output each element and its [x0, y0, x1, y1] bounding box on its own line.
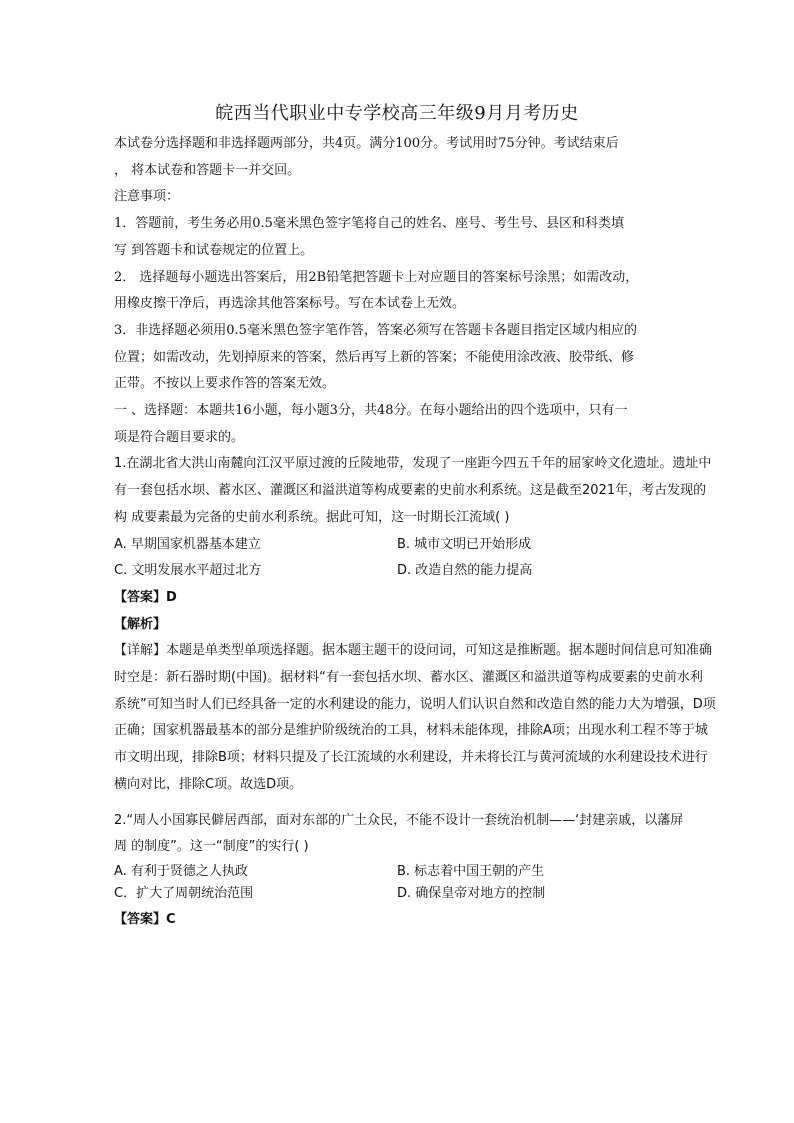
- spacer: [114, 799, 682, 808]
- analysis-line: 横向对比，排除C项。故选D项。: [114, 776, 303, 792]
- instruction-line: 本试卷分选择题和非选择题两部分，共4页。满分100分。考试用时75分钟。考试结束后: [114, 136, 619, 151]
- question-stem-line: 周 的制度”。这一“制度”的实行( ): [114, 839, 309, 855]
- option-row: [114, 532, 682, 559]
- analysis-line: 系统”可知当时人们已经具备一定的水利建设的能力，说明人们认识自然和改造自然的能力大为增强，D项: [114, 696, 716, 712]
- instruction-line: 用橡皮擦干净后，再选涂其他答案标号。写在本试卷上无效。: [114, 296, 466, 312]
- analysis-label: 【解析】: [114, 616, 167, 632]
- question-stem-line: 有一套包括水坝、蓄水区、灌溉区和溢洪道等构成要素的史前水利系统。这是截至2021年，考古发现的: [114, 483, 707, 499]
- document-body: [114, 131, 716, 935]
- option-c: C．扩大了周朝统治范围: [114, 885, 254, 901]
- question-1: [114, 451, 716, 798]
- option-row: [114, 861, 682, 883]
- instruction-line: 3．非选择题必须用0.5毫米黑色签字笔作答，答案必须写在答题卡各题目指定区域内相应的: [114, 322, 637, 338]
- page-title: 皖西当代职业中专学校高三年级9月月考历史: [215, 103, 579, 124]
- exam-instructions: [114, 131, 682, 451]
- option-row: [114, 558, 682, 585]
- instruction-line: 项是符合题目要求的。: [114, 429, 245, 445]
- question-2: [114, 808, 682, 935]
- option-b: B. 城市文明已开始形成: [397, 536, 532, 552]
- option-d: D. 确保皇帝对地方的控制: [397, 885, 546, 901]
- instruction-line: 正带。不按以上要求作答的答案无效。: [114, 376, 336, 392]
- option-c: C. 文明发展水平超过北方: [114, 563, 262, 579]
- instruction-line: 一 、选择题：本题共16小题，每小题3分，共48分。在每小题给出的四个选项中，只有一: [114, 403, 628, 419]
- instruction-line: ， 将本试卷和答题卡一并交回。: [114, 162, 301, 178]
- analysis-line: 【详解】本题是单类型单项选择题。据本题主题干的设问词，可知这是推断题。据本题时间信息可知准确: [114, 643, 713, 659]
- instruction-line: 2． 选择题每小题选出答案后，用2B铅笔把答题卡上对应题目的答案标号涂黑；如需改动，: [114, 269, 639, 285]
- answer-label: 【答案】C: [114, 911, 176, 927]
- analysis-line: 正确；国家机器最基本的部分是维护阶级统治的工具，材料未能体现，排除A项；出现水利工程不等于城: [114, 723, 708, 739]
- question-stem-line: 构 成要素最为完备的史前水利系统。据此可知，这一时期长江流域( ): [114, 509, 510, 525]
- option-d: D. 改造自然的能力提高: [397, 563, 533, 579]
- instruction-line: 写 到答题卡和试卷规定的位置上。: [114, 242, 314, 258]
- option-row: [114, 883, 682, 905]
- analysis-line: 时空是：新石器时期(中国)。据材料“有一套包括水坝、蓄水区、灌溉区和溢洪道等构成要素的史前水利: [114, 670, 703, 686]
- question-stem-line: 1.在湖北省大洪山南麓向江汉平原过渡的丘陵地带，发现了一座距今四五千年的屈家岭文化遗址。遗址中: [114, 456, 712, 472]
- option-b: B. 标志着中国王朝的产生: [397, 863, 545, 879]
- instruction-line: 1．答题前，考生务必用0.5毫米黑色签字笔将自己的姓名、座号、考生号、县区和科类填: [114, 216, 624, 232]
- question-stem-line: 2.“周人小国寡民僻居西部，面对东部的广土众民，不能不设计一套统治机制——‘封建亲戚，以藩屏: [114, 812, 684, 828]
- instruction-line: 注意事项：: [114, 189, 180, 205]
- option-a: A. 早期国家机器基本建立: [114, 536, 261, 552]
- option-a: A. 有利于贤德之人执政: [114, 863, 248, 879]
- analysis-line: 市文明出现，排除B项；材料只提及了长江流域的水利建设，并未将长江与黄河流域的水利建设技术进行: [114, 750, 708, 766]
- answer-label: 【答案】D: [114, 589, 177, 605]
- instruction-line: 位置；如需改动，先划掉原来的答案，然后再写上新的答案；不能使用涂改液、胶带纸、修: [114, 349, 635, 365]
